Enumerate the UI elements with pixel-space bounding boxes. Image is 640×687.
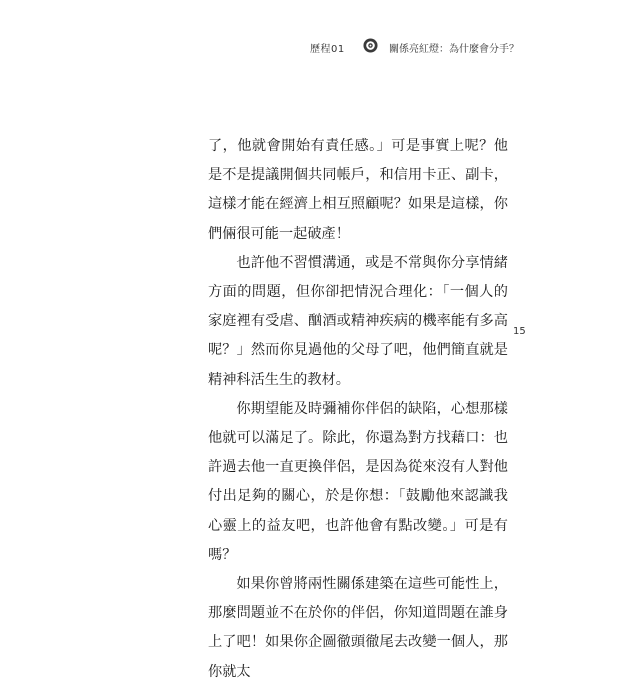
page-number: 15: [513, 326, 526, 337]
paragraph: 你期望能及時彌補你伴侶的缺陷，心想那樣他就可以滿足了。除此，你還為對方找藉口：也許過去他一直更換伴侶，是因為從來沒有人對他付出足夠的關心，於是你想：「鼓勵他來認識我心靈上的益友吧，也許他會有點改變。」可是有嗎？: [208, 400, 508, 563]
running-header: [0, 38, 640, 58]
chapter-label: 歷程01: [310, 44, 345, 55]
body-text: [208, 132, 508, 687]
disc-icon: [363, 38, 378, 53]
chapter-title: 關係亮紅燈：為什麼會分手？: [389, 44, 519, 55]
paragraph: 如果你曾將兩性關係建築在這些可能性上，那麼問題並不在於你的伴侶，你知道問題在誰身上了吧！如果你企圖徹頭徹尾去改變一個人，那你就太: [208, 576, 508, 680]
paragraph: 了，他就會開始有責任感。」可是事實上呢？他是不是提議開個共同帳戶，和信用卡正、副卡，這樣才能在經濟上相互照顧呢？如果是這樣，你們倆很可能一起破產！: [208, 138, 508, 242]
paragraph: 也許他不習慣溝通，或是不常與你分享情緒方面的問題，但你卻把情況合理化：「一個人的家庭裡有受虐、酗酒或精神疾病的機率能有多高呢？」然而你見過他的父母了吧，他們簡直就是精神科活生生的教材。: [208, 254, 508, 388]
